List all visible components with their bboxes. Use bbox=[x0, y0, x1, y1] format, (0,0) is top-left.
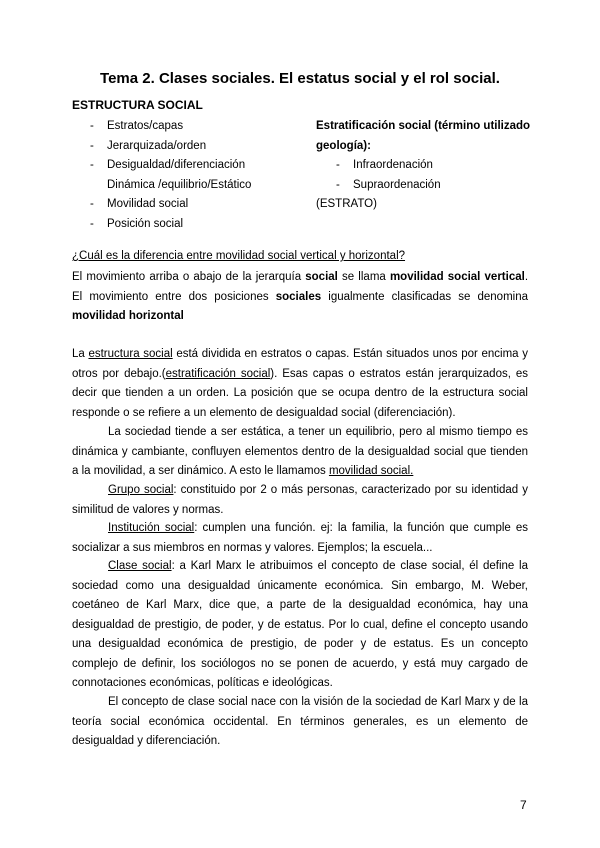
list-item: - Estratos/capas bbox=[90, 120, 184, 132]
list-item: - Desigualdad/diferenciación bbox=[90, 159, 246, 171]
section-heading: ESTRUCTURA SOCIAL bbox=[72, 98, 203, 112]
paragraph-estructura: La estructura social está dividida en estratos o capas. Están situados unos por encima y otros por debajo.(estratificación social). Esas capas o estratos están jerarquizados, es decir que tienden a un orden. La posición que se ocupa dentro de la estructura social responde o se refiere a un elemento de desigualdad social (diferenciación). bbox=[72, 348, 528, 419]
list-item: - Movilidad social bbox=[90, 198, 189, 210]
list-item: - Posición social bbox=[90, 217, 184, 230]
paragraph-concepto: El concepto de clase social nace con la visión de la sociedad de Karl Marx y de la teoría social económica occidental. En términos generales, es un elemento de desigualdad y diferenciación. bbox=[72, 696, 528, 747]
right-heading-line1: Estratificación social (término utilizado bbox=[316, 120, 531, 132]
paragraph-sociedad: La sociedad tiende a ser estática, a tener un equilibrio, pero al mismo tiempo es dinámica y cambiante, confluyen elementos dentro de la desigualdad social que tienden a la movilidad, a ser dinámico. A esto le llamamos movilidad social. bbox=[72, 426, 528, 477]
paragraph-institucion: Institución social: cumplen una función. ej: la familia, la función que cumple es socializar a sus miembros en normas y valores. Ejemplos; la escuela... bbox=[72, 522, 528, 554]
right-block bbox=[316, 117, 531, 215]
paragraph-clase: Clase social: a Karl Marx le atribuimos el concepto de clase social, él define la sociedad como una desigualdad únicamente económica. Sin embargo, M. Weber, coetáneo de Karl Marx, dice que, a parte de la desigualdad económica, hay una desigualdad de prestigio, de poder, y de estatus. Por lo cual, define el concepto usando una desigualdad económica de prestigio, de poder y de estatus. Es un concepto complejo de definir, los sociólogos no se ponen de acuerdo, y está muy cargado de connotaciones económicas, políticas e ideológicas. bbox=[72, 560, 528, 689]
list-item: - Jerarquizada/orden bbox=[90, 139, 207, 152]
right-heading-line2: geología): bbox=[316, 139, 371, 152]
list-item: Dinámica /equilibrio/Estático bbox=[107, 178, 252, 191]
paragraph-grupo: Grupo social: constituido por 2 o más personas, caracterizado por su identidad y similitud de valores y normas. bbox=[72, 484, 528, 516]
list-item: - Infraordenación bbox=[336, 159, 433, 171]
page-title: Tema 2. Clases sociales. El estatus social y el rol social. bbox=[100, 70, 500, 87]
answer-paragraph: El movimiento arriba o abajo de la jerarquía social se llama movilidad social vertical. El movimiento entre dos posiciones sociales igualmente clasificadas se denomina movilidad horizontal bbox=[72, 271, 529, 322]
right-footer: (ESTRATO) bbox=[316, 198, 377, 210]
page-number: 7 bbox=[520, 798, 527, 812]
question-heading: ¿Cuál es la diferencia entre movilidad social vertical y horizontal? bbox=[72, 250, 406, 262]
left-list bbox=[90, 117, 251, 234]
list-item: - Supraordenación bbox=[336, 178, 441, 191]
